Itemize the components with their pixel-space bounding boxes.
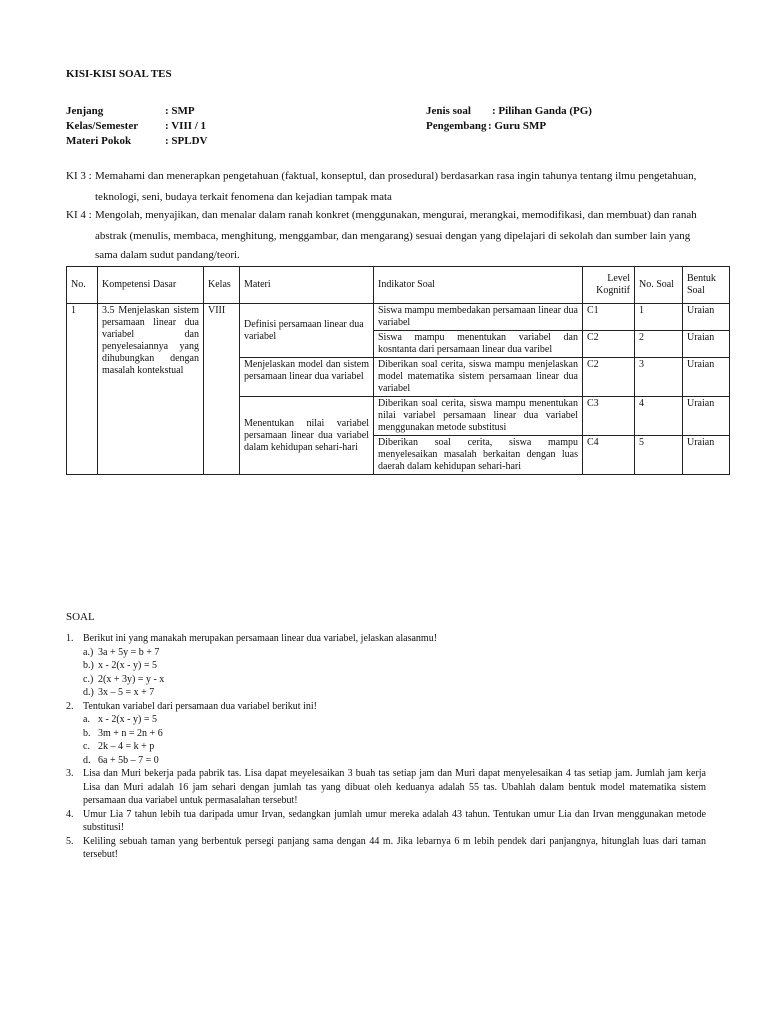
question-text: Lisa dan Muri bekerja pada pabrik tas. Lisa dapat meyelesaikan 3 buah tas setiap jam dan Muri dapat menyelesaikan 4 tas setiap jam. Jumlah jam kerja Lisa dan Muri adalah 16 jam sehari dengan jumlah tas yang dibuat oleh keduanya adalah 55 tas. Ubahlah dalam bentuk model matematika sistem persamaan dua variabel untuk permasalahan tersebut! xyxy=(83,768,706,806)
option-label: b.) xyxy=(83,660,94,671)
meta-pengembang-label: Pengembang xyxy=(426,120,487,132)
table-header-row xyxy=(67,267,730,304)
cell-kelas: VIII xyxy=(204,304,240,475)
cell-bentuk-1: Uraian xyxy=(683,304,730,331)
cell-nosoal-2: 2 xyxy=(635,331,683,358)
option-text: x - 2(x - y) = 5 xyxy=(98,714,157,725)
option-text: 6a + 5b – 7 = 0 xyxy=(98,754,159,766)
option-label: c.) xyxy=(83,673,94,685)
question-number: 4. xyxy=(66,808,74,820)
meta-jenis-label: Jenis soal xyxy=(426,105,471,117)
option-text: 2(x + 3y) = y - x xyxy=(98,673,165,685)
option-2c xyxy=(66,740,706,754)
option-label: b. xyxy=(83,727,91,739)
option-2d xyxy=(66,754,706,768)
table-row xyxy=(67,304,730,331)
meta-kelas-value: : VIII / 1 xyxy=(165,120,207,132)
ki3-line1: Memahami dan menerapkan pengetahuan (faktual, konseptul, dan prosedural) berdasarkan rasa ingin tahunya tentang ilmu pengetahuan, xyxy=(95,170,697,182)
option-1a xyxy=(66,646,706,660)
question-number: 1. xyxy=(66,633,74,644)
option-label: a.) xyxy=(83,646,94,658)
cell-nosoal-1: 1 xyxy=(635,304,683,331)
cell-indikator-5: Diberikan soal cerita, siswa mampu menyelesaikan masalah berkaitan dengan luas daerah dalam kehidupan sehari-hari xyxy=(374,436,583,475)
ki3-prefix: KI 3 : xyxy=(66,170,92,182)
option-text: 3a + 5y = b + 7 xyxy=(98,646,160,658)
ki3-line2: teknologi, seni, budaya terkait fenomena dan kejadian tampak mata xyxy=(95,191,392,203)
option-label: a. xyxy=(83,714,90,725)
question-2 xyxy=(66,700,706,714)
kisi-table xyxy=(66,266,730,475)
header-bentuk: Bentuk Soal xyxy=(683,267,730,304)
question-text: Berikut ini yang manakah merupakan persamaan linear dua variabel, jelaskan alasanmu! xyxy=(83,633,438,644)
question-3 xyxy=(66,767,706,808)
header-materi: Materi xyxy=(240,267,374,304)
question-text: Keliling sebuah taman yang berbentuk persegi panjang sama dengan 44 m. Jika lebarnya 6 m lebih pendek dari panjangnya, hitunglah luas dari taman tersebut! xyxy=(83,835,706,860)
cell-nosoal-3: 3 xyxy=(635,358,683,397)
option-1d xyxy=(66,686,706,700)
cell-indikator-4: Diberikan soal cerita, siswa mampu menentukan nilai variabel persamaan linear dua variabel menggunakan metode substitusi xyxy=(374,397,583,436)
option-2b xyxy=(66,727,706,741)
ki4-line3: sama dalam sudut pandang/teori. xyxy=(95,249,240,261)
meta-materi-value: : SPLDV xyxy=(165,135,208,147)
question-number: 5. xyxy=(66,835,74,847)
cell-materi-3: Menentukan nilai variabel persamaan linear dua variabel dalam kehidupan sehari-hari xyxy=(240,397,374,475)
cell-bentuk-5: Uraian xyxy=(683,436,730,475)
option-label: d.) xyxy=(83,687,94,698)
question-number: 3. xyxy=(66,768,74,779)
cell-nosoal-5: 5 xyxy=(635,436,683,475)
ki4-line2: abstrak (menulis, membaca, menghitung, menggambar, dan mengarang) sesuai dengan yang dipelajari di sekolah dan sumber lain yang xyxy=(95,230,691,242)
cell-materi-2: Menjelaskan model dan sistem persamaan linear dua variabel xyxy=(240,358,374,397)
cell-kd: 3.5 Menjelaskan sistem persamaan linear dua variabel dan penyelesaiannya yang dihubungkan dengan masalah kontekstual xyxy=(98,304,204,475)
header-no: No. xyxy=(67,267,98,304)
cell-level-1: C1 xyxy=(583,304,635,331)
ki4-line1: Mengolah, menyajikan, dan menalar dalam ranah konkret (menggunakan, mengurai, merangkai, memodifikasi, dan membuat) dan ranah xyxy=(95,209,697,221)
option-text: 3x – 5 = x + 7 xyxy=(98,687,155,698)
option-text: 2k – 4 = k + p xyxy=(98,741,155,752)
cell-indikator-3: Diberikan soal cerita, siswa mampu menjelaskan model matematika sistem persamaan linear dua variabel xyxy=(374,358,583,397)
cell-bentuk-4: Uraian xyxy=(683,397,730,436)
soal-heading: SOAL xyxy=(66,611,95,623)
header-indikator: Indikator Soal xyxy=(374,267,583,304)
meta-materi-label: Materi Pokok xyxy=(66,135,132,147)
question-1 xyxy=(66,632,706,646)
cell-indikator-1: Siswa mampu membedakan persamaan linear dua variabel xyxy=(374,304,583,331)
meta-jenjang-label: Jenjang xyxy=(66,105,104,117)
option-text: x - 2(x - y) = 5 xyxy=(98,660,157,671)
cell-bentuk-2: Uraian xyxy=(683,331,730,358)
cell-materi-1: Definisi persamaan linear dua variabel xyxy=(240,304,374,358)
cell-bentuk-3: Uraian xyxy=(683,358,730,397)
question-4 xyxy=(66,808,706,835)
doc-title: KISI-KISI SOAL TES xyxy=(66,68,172,80)
header-kd: Kompetensi Dasar xyxy=(98,267,204,304)
meta-pengembang-value: : Guru SMP xyxy=(488,120,547,132)
ki4-prefix: KI 4 : xyxy=(66,209,92,221)
cell-level-3: C2 xyxy=(583,358,635,397)
question-text: Tentukan variabel dari persamaan dua variabel berikut ini! xyxy=(83,700,317,712)
option-2a xyxy=(66,713,706,727)
question-5 xyxy=(66,835,706,862)
header-level: Level Kognitif xyxy=(583,267,635,304)
option-1c xyxy=(66,673,706,687)
cell-no: 1 xyxy=(67,304,98,475)
cell-level-5: C4 xyxy=(583,436,635,475)
meta-jenjang-value: : SMP xyxy=(165,105,195,117)
option-label: c. xyxy=(83,741,90,752)
question-text: Umur Lia 7 tahun lebih tua daripada umur Irvan, sedangkan jumlah umur mereka adalah 43 tahun. Tentukan umur Lia dan Irvan menggunakan metode substitusi! xyxy=(83,808,706,833)
cell-level-2: C2 xyxy=(583,331,635,358)
option-1b xyxy=(66,659,706,673)
header-kelas: Kelas xyxy=(204,267,240,304)
meta-jenis-value: : Pilihan Ganda (PG) xyxy=(492,105,592,117)
header-nosoal: No. Soal xyxy=(635,267,683,304)
cell-indikator-2: Siswa mampu menentukan variabel dan kosntanta dari persamaan linear dua varibel xyxy=(374,331,583,358)
cell-level-4: C3 xyxy=(583,397,635,436)
soal-list xyxy=(66,632,706,862)
option-label: d. xyxy=(83,754,91,766)
option-text: 3m + n = 2n + 6 xyxy=(98,727,163,739)
meta-kelas-label: Kelas/Semester xyxy=(66,120,139,132)
question-number: 2. xyxy=(66,700,74,712)
cell-nosoal-4: 4 xyxy=(635,397,683,436)
